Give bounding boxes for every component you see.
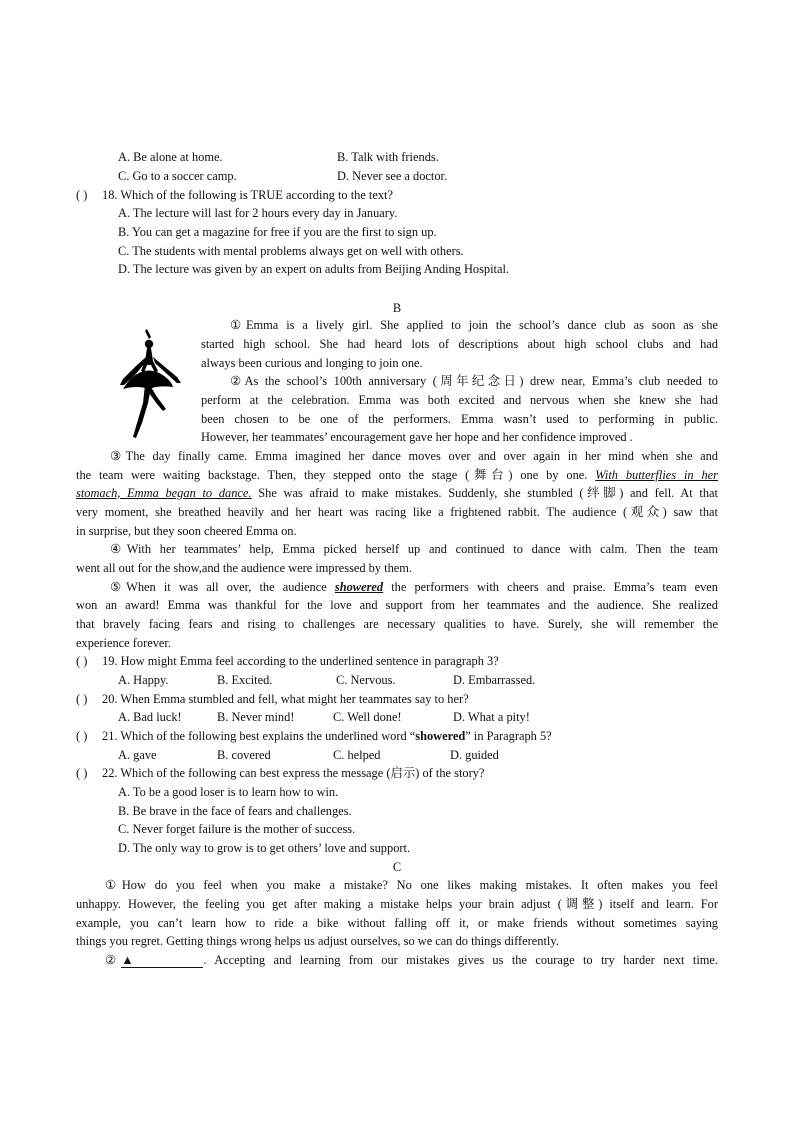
q21-option-b: B. covered (217, 748, 271, 762)
c-p1-line2: unhappy. However, the feeling you get after making a mistake helps your brain adjust (调整) itself and learn. For (76, 897, 718, 911)
b-p5-line4: experience forever. (76, 636, 171, 650)
b-p5-line1 (76, 578, 718, 597)
b-p3-line3-text: She was afraid to make mistakes. Suddenly, she stumbled (绊脚) and fell. At that (258, 486, 718, 500)
b-p5-line1-b: the performers with cheers and praise. Emma’s team even (391, 580, 718, 594)
showered-word: showered (334, 580, 384, 594)
b-p3-line2-text: the team were waiting backstage. Then, they stepped onto the stage (舞台) one by one. (76, 468, 588, 482)
q17-option-c: C. Go to a soccer camp. (118, 169, 237, 183)
c-p2-blank[interactable]: ▲ (121, 953, 203, 968)
b-p2-line2: perform at the celebration. Emma was both excited and nervous when she knew she had (201, 393, 718, 407)
q21-option-d: D. guided (450, 748, 499, 762)
q18-option-c: C. The students with mental problems always get on well with others. (118, 244, 464, 258)
q18-stem: 18. Which of the following is TRUE according to the text? (102, 188, 394, 202)
c-p2-number: ② (105, 953, 122, 967)
q19-option-c: C. Nervous. (336, 673, 396, 687)
q20-option-b: B. Never mind! (217, 710, 295, 724)
q19-option-b: B. Excited. (217, 673, 273, 687)
b-p1-line2: started high school. She had heard lots of descriptions about high school clubs and had (201, 337, 718, 351)
b-p1-line1: ①Emma is a lively girl. She applied to join the school’s dance club as soon as she (230, 318, 718, 332)
c-p2-text: . Accepting and learning from our mistakes gives us the courage to try harder next time. (203, 953, 719, 967)
q17-option-a: A. Be alone at home. (118, 150, 223, 164)
section-b-heading: B (392, 301, 402, 315)
q21-option-c: C. helped (333, 748, 381, 762)
q18-bracket[interactable]: ( ) (76, 188, 88, 202)
q20-option-a: A. Bad luck! (118, 710, 182, 724)
q18-option-a: A. The lecture will last for 2 hours every day in January. (118, 206, 398, 220)
q19-bracket[interactable]: ( ) (76, 654, 88, 668)
q19-stem: 19. How might Emma feel according to the underlined sentence in paragraph 3? (102, 654, 499, 668)
b-p5-line1-a: ⑤When it was all over, the audience (110, 580, 327, 594)
q21-stem-a: 21. Which of the following best explains the underlined word “ (102, 729, 416, 743)
b-p2-line4: However, her teammates’ encouragement gave her hope and her confidence improved . (201, 430, 633, 444)
b-p1-line3: always been curious and longing to join one. (201, 356, 423, 370)
q19-option-a: A. Happy. (118, 673, 169, 687)
c-p1-line1: ①How do you feel when you make a mistake? No one likes making mistakes. It often makes you feel (105, 878, 718, 892)
q20-stem: 20. When Emma stumbled and fell, what might her teammates say to her? (102, 692, 469, 706)
b-p4-line2: went all out for the show,and the audience were impressed by them. (76, 561, 413, 575)
b-p5-line2: won an award! Emma was thankful for the love and support from her teammates and the audience. She realized (76, 598, 718, 612)
b-p3-line2 (76, 466, 718, 485)
q21-stem-word: showered (415, 729, 466, 743)
q20-option-c: C. Well done! (333, 710, 402, 724)
b-p5-line3: that bravely facing fears and rising to challenges are necessary qualities to have. Surely, she will remember the (76, 617, 718, 631)
q22-stem: 22. Which of the following can best express the message (启示) of the story? (102, 766, 485, 780)
underlined-sentence-part1: With butterflies in her (595, 468, 718, 482)
b-p3-line1: ③The day finally came. Emma imagined her dance moves over and over again in her mind when she and (110, 449, 718, 463)
q22-option-c: C. Never forget failure is the mother of success. (118, 822, 356, 836)
c-p2-line1 (76, 951, 718, 970)
c-p1-line4: things you regret. Getting things wrong helps us adjust ourselves, so we can do things differently. (76, 934, 559, 948)
b-p3-line4: very moment, she breathed heavily and her heart was racing like a frightened rabbit. The audience (观众) saw that (76, 505, 718, 519)
q21-stem-b: ” in Paragraph 5? (465, 729, 552, 743)
q21-bracket[interactable]: ( ) (76, 729, 88, 743)
q22-option-d: D. The only way to grow is to get others’ love and support. (118, 841, 411, 855)
q22-option-b: B. Be brave in the face of fears and challenges. (118, 804, 352, 818)
q22-option-a: A. To be a good loser is to learn how to win. (118, 785, 339, 799)
q20-bracket[interactable]: ( ) (76, 692, 88, 706)
q18-option-d: D. The lecture was given by an expert on adults from Beijing Anding Hospital. (118, 262, 510, 276)
q18-option-b: B. You can get a magazine for free if you are the first to sign up. (118, 225, 437, 239)
ballerina-image (111, 327, 187, 441)
b-p2-line3: been chosen to be one of the performers. Emma wasn’t used to performing in public. (201, 412, 718, 426)
b-p2-line1: ②As the school’s 100th anniversary (周年纪念日) drew near, Emma’s club needed to (230, 374, 718, 388)
b-p3-line3 (76, 484, 718, 503)
q22-bracket[interactable]: ( ) (76, 766, 88, 780)
q17-option-d: D. Never see a doctor. (337, 169, 448, 183)
b-p3-line5: in surprise, but they soon cheered Emma on. (76, 524, 297, 538)
underlined-sentence-part2: stomach, Emma began to dance. (76, 486, 252, 500)
section-c-heading: C (392, 860, 402, 874)
q20-option-d: D. What a pity! (453, 710, 530, 724)
q19-option-d: D. Embarrassed. (453, 673, 536, 687)
q21-stem (102, 727, 552, 745)
c-p1-line3: example, you can’t learn how to ride a bike without falling off it, or make friends without sometimes saying (76, 916, 718, 930)
b-p4-line1: ④With her teammates’ help, Emma picked herself up and continued to dance with calm. Then the team (110, 542, 718, 556)
q17-option-b: B. Talk with friends. (337, 150, 439, 164)
q21-option-a: A. gave (118, 748, 157, 762)
